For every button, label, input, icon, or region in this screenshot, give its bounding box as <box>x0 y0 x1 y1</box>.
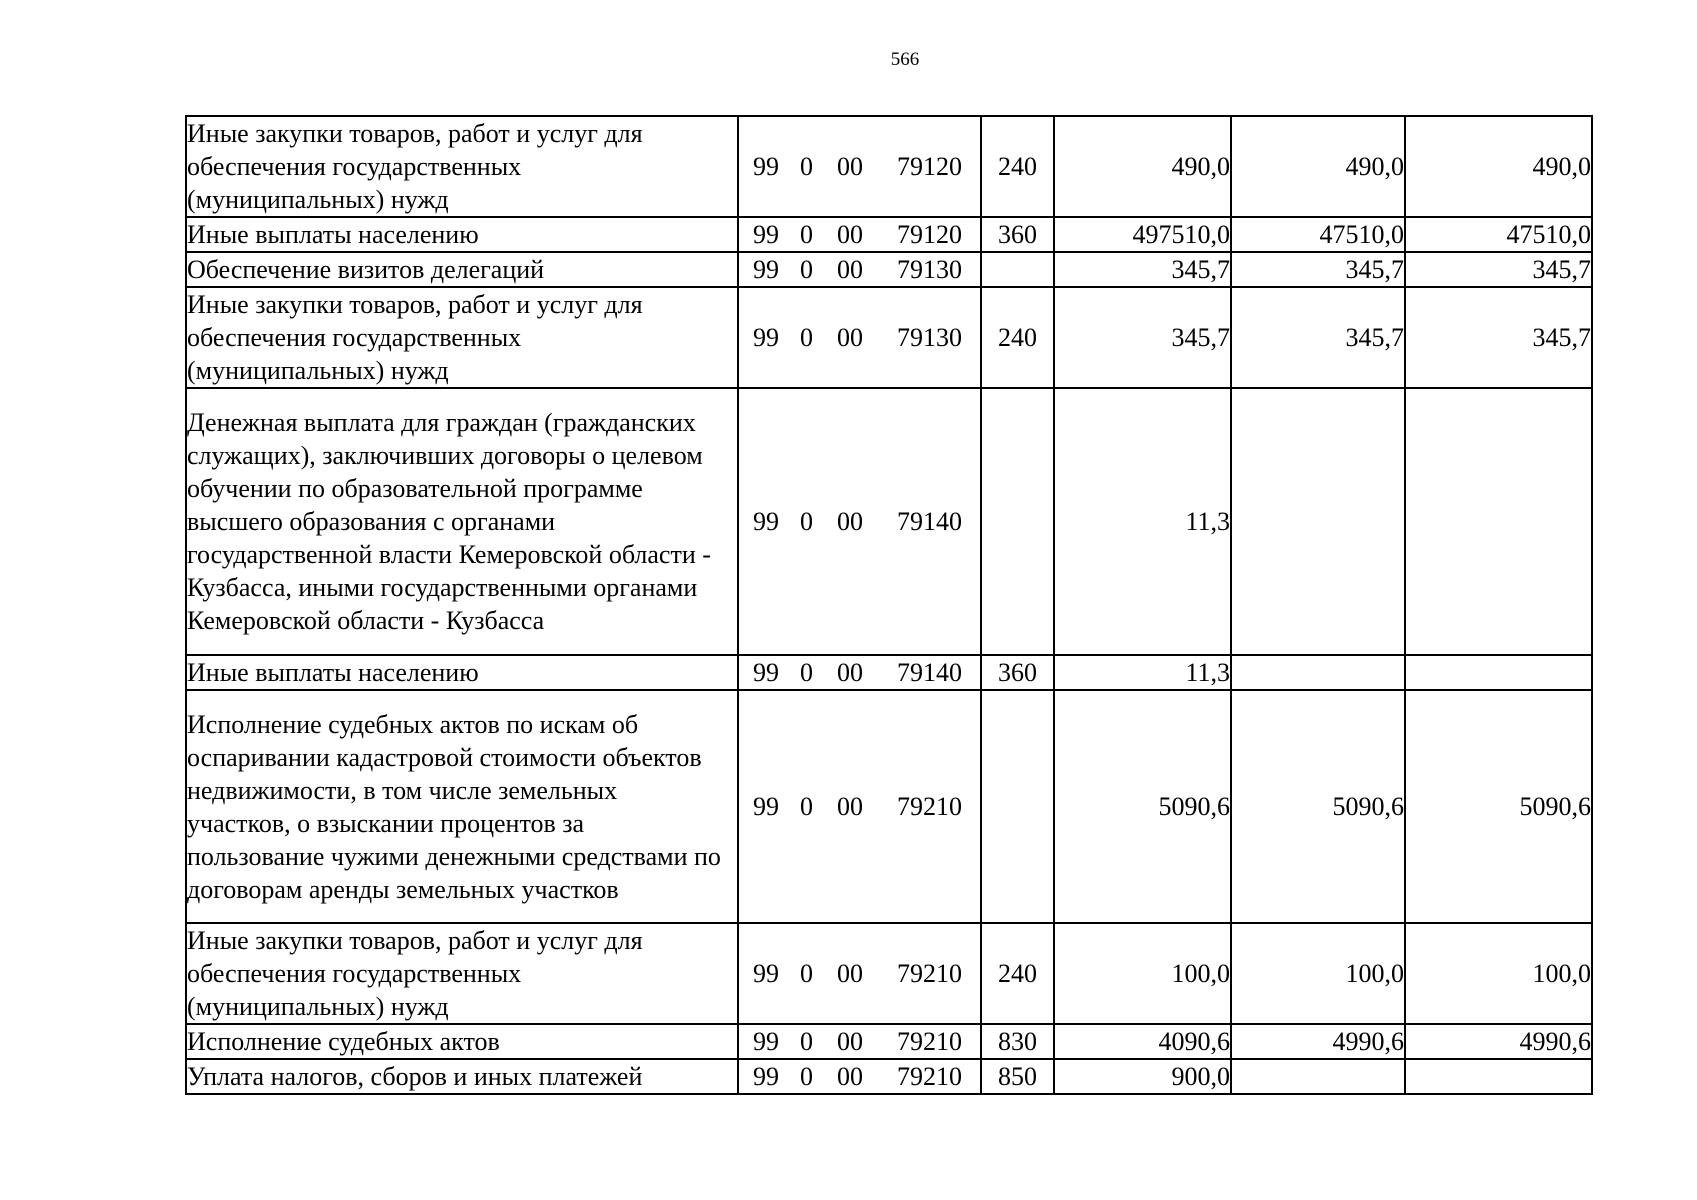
code-cell <box>738 287 981 388</box>
description-line: (муниципальных) нужд <box>187 356 449 385</box>
description-line: (муниципальных) нужд <box>187 992 449 1021</box>
amount-cell-1: 345,7 <box>1054 287 1231 388</box>
description-line: недвижимости, в том числе земельных <box>187 775 618 805</box>
description-line: служащих), заключивших договоры о целевом <box>187 441 703 470</box>
amount-cell-1: 345,7 <box>1054 252 1231 287</box>
expense-type-cell: 830 <box>981 1024 1054 1059</box>
description-cell <box>186 923 738 1024</box>
description-cell <box>186 217 738 252</box>
table-row <box>186 1024 1592 1059</box>
code-part: 99 <box>753 792 779 821</box>
code-part: 79130 <box>897 323 962 352</box>
amount-cell-3: 345,7 <box>1405 287 1592 388</box>
code-part: 79210 <box>897 1062 962 1091</box>
description-line: пользование чужими денежными средствами по <box>187 841 721 871</box>
code-part: 79130 <box>897 255 962 284</box>
expense-type-cell: 240 <box>981 923 1054 1024</box>
amount-cell-2: 490,0 <box>1231 116 1405 217</box>
description-cell <box>186 655 738 690</box>
description-line: Иные выплаты населению <box>187 220 479 249</box>
code-part: 00 <box>837 1027 863 1056</box>
table-row <box>186 655 1592 690</box>
amount-cell-2: 345,7 <box>1231 252 1405 287</box>
amount-cell-1: 11,3 <box>1054 655 1231 690</box>
description-cell <box>186 287 738 388</box>
amount-cell-2: 4990,6 <box>1231 1024 1405 1059</box>
description-cell <box>186 1059 738 1094</box>
code-cell <box>738 690 981 923</box>
description-line: Иные закупки товаров, работ и услуг для <box>187 119 643 148</box>
description-line: договорам аренды земельных участков <box>187 874 619 904</box>
expense-type-cell: 360 <box>981 217 1054 252</box>
amount-cell-3 <box>1405 388 1592 655</box>
amount-cell-2: 100,0 <box>1231 923 1405 1024</box>
table-row <box>186 923 1592 1024</box>
amount-cell-2: 47510,0 <box>1231 217 1405 252</box>
expense-type-cell <box>981 388 1054 655</box>
table-row <box>186 287 1592 388</box>
amount-cell-2 <box>1231 388 1405 655</box>
code-part: 99 <box>753 658 779 687</box>
expense-type-cell: 240 <box>981 287 1054 388</box>
description-line: участков, о взыскании процентов за <box>187 808 585 838</box>
table-row <box>186 1059 1592 1094</box>
code-part: 79140 <box>897 507 962 536</box>
description-line: Кемеровской области - Кузбасса <box>187 606 545 635</box>
code-cell <box>738 116 981 217</box>
budget-table <box>185 115 1593 1095</box>
code-part: 00 <box>837 1062 863 1091</box>
amount-cell-3: 47510,0 <box>1405 217 1592 252</box>
description-line: Денежная выплата для граждан (гражданских <box>187 408 696 437</box>
code-cell <box>738 388 981 655</box>
table-row <box>186 252 1592 287</box>
page-number: 566 <box>890 49 920 70</box>
description-line: Исполнение судебных актов <box>187 1027 500 1056</box>
amount-cell-3: 4990,6 <box>1405 1024 1592 1059</box>
amount-cell-1: 497510,0 <box>1054 217 1231 252</box>
code-part: 0 <box>800 323 813 352</box>
description-line: Иные закупки товаров, работ и услуг для <box>187 926 643 955</box>
code-part: 00 <box>837 959 863 988</box>
code-cell <box>738 252 981 287</box>
code-part: 0 <box>800 152 813 181</box>
amount-cell-3 <box>1405 655 1592 690</box>
description-line: обеспечения государственных <box>187 323 522 352</box>
code-part: 99 <box>753 1027 779 1056</box>
expense-type-cell: 360 <box>981 655 1054 690</box>
description-line: Кузбасса, иными государственными органами <box>187 573 698 602</box>
code-part: 0 <box>800 255 813 284</box>
amount-cell-2: 5090,6 <box>1231 690 1405 923</box>
code-part: 0 <box>800 959 813 988</box>
table-row <box>186 690 1592 923</box>
amount-cell-3: 5090,6 <box>1405 690 1592 923</box>
code-part: 79210 <box>897 792 962 821</box>
description-line: Обеспечение визитов делегаций <box>187 255 545 284</box>
amount-cell-1: 100,0 <box>1054 923 1231 1024</box>
amount-cell-3: 490,0 <box>1405 116 1592 217</box>
description-line: обеспечения государственных <box>187 959 522 988</box>
amount-cell-2 <box>1231 655 1405 690</box>
code-part: 99 <box>753 220 779 249</box>
description-cell <box>186 252 738 287</box>
code-part: 00 <box>837 323 863 352</box>
code-part: 0 <box>800 658 813 687</box>
code-part: 99 <box>753 323 779 352</box>
description-cell <box>186 1024 738 1059</box>
code-part: 79210 <box>897 959 962 988</box>
code-part: 00 <box>837 152 863 181</box>
code-part: 79120 <box>897 152 962 181</box>
code-part: 79140 <box>897 658 962 687</box>
table-row <box>186 217 1592 252</box>
amount-cell-1: 490,0 <box>1054 116 1231 217</box>
expense-type-cell <box>981 252 1054 287</box>
code-part: 79120 <box>897 220 962 249</box>
amount-cell-1: 11,3 <box>1054 388 1231 655</box>
description-line: обучении по образовательной программе <box>187 474 643 503</box>
code-cell <box>738 1059 981 1094</box>
code-part: 0 <box>800 792 813 821</box>
amount-cell-2 <box>1231 1059 1405 1094</box>
description-cell <box>186 388 738 655</box>
code-part: 00 <box>837 792 863 821</box>
table-row <box>186 388 1592 655</box>
description-line: обеспечения государственных <box>187 152 522 181</box>
code-part: 99 <box>753 1062 779 1091</box>
code-part: 99 <box>753 255 779 284</box>
description-line: Иные выплаты населению <box>187 658 479 687</box>
expense-type-cell <box>981 690 1054 923</box>
code-part: 0 <box>800 1062 813 1091</box>
code-cell <box>738 923 981 1024</box>
code-part: 0 <box>800 1027 813 1056</box>
description-cell <box>186 116 738 217</box>
description-line: государственной власти Кемеровской области - <box>187 540 711 569</box>
description-line: высшего образования с органами <box>187 507 556 536</box>
amount-cell-1: 4090,6 <box>1054 1024 1231 1059</box>
table-row <box>186 116 1592 217</box>
amount-cell-3: 100,0 <box>1405 923 1592 1024</box>
code-part: 99 <box>753 152 779 181</box>
code-cell <box>738 1024 981 1059</box>
amount-cell-2: 345,7 <box>1231 287 1405 388</box>
description-line: оспаривании кадастровой стоимости объектов <box>187 742 702 772</box>
amount-cell-3: 345,7 <box>1405 252 1592 287</box>
description-line: Иные закупки товаров, работ и услуг для <box>187 290 643 319</box>
code-part: 0 <box>800 220 813 249</box>
amount-cell-1: 5090,6 <box>1054 690 1231 923</box>
amount-cell-1: 900,0 <box>1054 1059 1231 1094</box>
code-part: 79210 <box>897 1027 962 1056</box>
code-part: 0 <box>800 507 813 536</box>
code-part: 00 <box>837 255 863 284</box>
description-line: Исполнение судебных актов по искам об <box>187 709 639 739</box>
code-cell <box>738 217 981 252</box>
code-part: 99 <box>753 959 779 988</box>
code-part: 00 <box>837 220 863 249</box>
amount-cell-3 <box>1405 1059 1592 1094</box>
code-part: 00 <box>837 658 863 687</box>
description-line: (муниципальных) нужд <box>187 185 449 214</box>
code-part: 00 <box>837 507 863 536</box>
expense-type-cell: 850 <box>981 1059 1054 1094</box>
code-part: 99 <box>753 507 779 536</box>
expense-type-cell: 240 <box>981 116 1054 217</box>
description-line: Уплата налогов, сборов и иных платежей <box>187 1062 643 1091</box>
description-cell <box>186 690 738 923</box>
code-cell <box>738 655 981 690</box>
